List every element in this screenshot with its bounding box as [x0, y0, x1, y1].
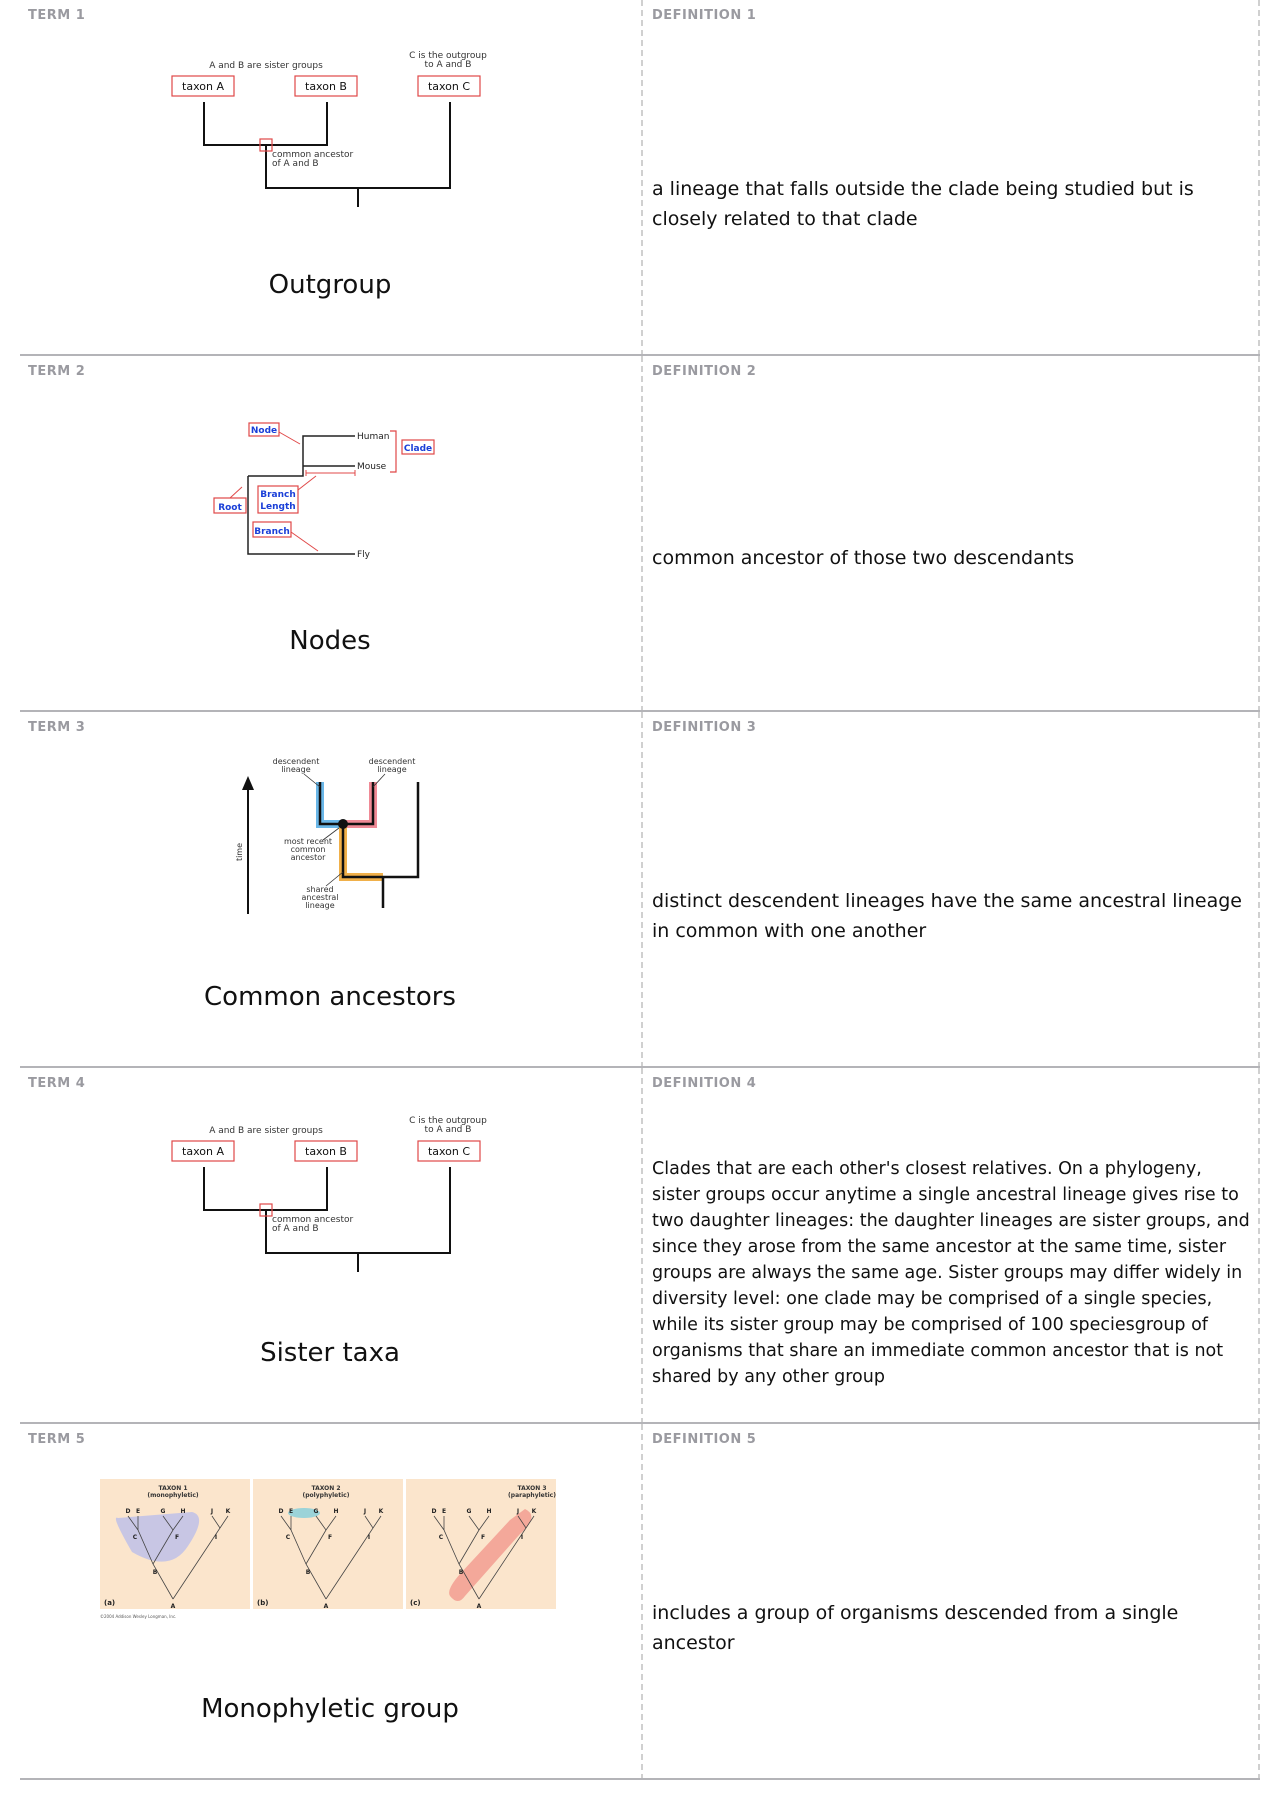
node-g: G: [160, 1508, 166, 1515]
copyright-text: ©2004 Addison Wesley Longman, Inc.: [100, 1614, 177, 1619]
definition-label: DEFINITION 3: [652, 720, 757, 735]
taxon-b-label: taxon B: [305, 1145, 347, 1158]
term-label: TERM 4: [28, 1076, 86, 1091]
mouse-label: Mouse: [357, 462, 387, 472]
taxon-b-label: taxon B: [305, 80, 347, 93]
mrca-1: most recent: [283, 837, 333, 846]
node-c: C: [132, 1534, 138, 1541]
outgroup-caption-2: to A and B: [424, 1125, 472, 1135]
svg-text:G: G: [313, 1508, 319, 1515]
nodes-diagram: [20, 356, 640, 586]
taxon-a-label: taxon A: [182, 1145, 224, 1158]
definition-text: a lineage that falls outside the clade being studied but is closely related to that clade: [652, 178, 1194, 230]
svg-text:A: A: [323, 1603, 329, 1610]
ancestor-caption-1: common ancestor: [272, 1215, 354, 1225]
svg-text:B: B: [458, 1569, 464, 1576]
node-f: F: [174, 1534, 180, 1541]
mrca-3: ancestor: [290, 853, 326, 862]
branch-label: Branch: [254, 527, 290, 537]
flashcard-3: [20, 712, 1260, 1068]
sister-taxa-diagram: [20, 1068, 640, 1298]
term-text: Nodes: [289, 626, 371, 656]
definition-label: DEFINITION 2: [652, 364, 757, 379]
common-ancestors-diagram: [20, 712, 640, 942]
shared-2: ancestral: [301, 893, 339, 902]
phyletic-groups-diagram: [20, 1424, 640, 1654]
definition-label: DEFINITION 4: [652, 1076, 757, 1091]
taxon-c-label: taxon C: [427, 1145, 471, 1158]
panel-c-label: (c): [410, 1599, 421, 1607]
ancestor-caption-1: common ancestor: [272, 150, 354, 160]
svg-text:D: D: [431, 1508, 437, 1515]
term-label: TERM 5: [28, 1432, 86, 1447]
outgroup-diagram: [20, 0, 640, 230]
ancestor-caption-2: of A and B: [272, 159, 319, 169]
outgroup-caption-1: C is the outgroup: [409, 1116, 487, 1126]
svg-text:C: C: [438, 1534, 444, 1541]
descendent-2b: lineage: [377, 765, 407, 774]
svg-text:G: G: [466, 1508, 472, 1515]
svg-text:D: D: [278, 1508, 284, 1515]
node-b: B: [152, 1569, 158, 1576]
definition-text: Clades that are each other's closest relatives. On a phylogeny, sister groups occur anytime a single ancestral lineage gives rise to two daughter lineages: the daughter lineages are sister groups, and since they arose from the same ancestor at the same time, sister groups are always the same age. Sister groups may differ widely in diversity level: one clade may be comprised of a single species, while its sister group may be comprised of 100 speciesgroup of organisms that share an immediate common ancestor that is not shared by any other group: [652, 1159, 1250, 1387]
svg-text:E: E: [441, 1508, 447, 1515]
flashcard-2: [20, 356, 1260, 712]
node-label: Node: [250, 426, 278, 436]
node-d: D: [125, 1508, 131, 1515]
svg-text:H: H: [486, 1508, 492, 1515]
panel-b-label: (b): [257, 1599, 269, 1607]
term-label: TERM 3: [28, 720, 86, 735]
descendent-1a: descendent: [272, 757, 320, 766]
term-text: Outgroup: [268, 270, 392, 300]
term-label: TERM 1: [28, 8, 86, 23]
panel-a-label: (a): [104, 1599, 116, 1607]
svg-text:A: A: [476, 1603, 482, 1610]
definition-label: DEFINITION 1: [652, 8, 757, 23]
svg-text:F: F: [327, 1534, 333, 1541]
svg-text:J: J: [516, 1508, 520, 1515]
clade-label: Clade: [403, 444, 433, 454]
node-j: J: [210, 1508, 214, 1515]
definition-label: DEFINITION 5: [652, 1432, 757, 1447]
svg-text:B: B: [305, 1569, 311, 1576]
definition-text: distinct descendent lineages have the same ancestral lineage in common with one another: [652, 890, 1242, 942]
node-a: A: [170, 1603, 176, 1610]
shared-3: lineage: [305, 901, 335, 910]
sister-caption: A and B are sister groups: [209, 61, 323, 71]
descendent-1b: lineage: [281, 765, 311, 774]
taxon-c-label: taxon C: [427, 80, 471, 93]
fly-label: Fly: [357, 550, 371, 560]
outgroup-caption-2: to A and B: [424, 60, 472, 70]
taxon3-title: TAXON 3: [517, 1485, 547, 1492]
ancestor-caption-2: of A and B: [272, 1224, 319, 1234]
term-text: Common ancestors: [204, 982, 456, 1012]
node-k: K: [225, 1508, 231, 1515]
svg-text:I: I: [520, 1534, 524, 1541]
taxon2-sub: (polyphyletic): [302, 1492, 350, 1499]
descendent-2a: descendent: [368, 757, 416, 766]
node-h: H: [180, 1508, 186, 1515]
definition-text: common ancestor of those two descendants: [652, 547, 1075, 569]
svg-text:K: K: [531, 1508, 537, 1515]
flashcard-5: [20, 1424, 1260, 1780]
term-label: TERM 2: [28, 364, 86, 379]
outgroup-caption-1: C is the outgroup: [409, 51, 487, 61]
term-text: Sister taxa: [260, 1338, 400, 1368]
node-e: E: [135, 1508, 141, 1515]
taxon1-title: TAXON 1: [158, 1485, 188, 1492]
svg-text:K: K: [378, 1508, 384, 1515]
sister-caption: A and B are sister groups: [209, 1126, 323, 1136]
flashcard-1: [20, 0, 1260, 356]
node-i: I: [214, 1534, 218, 1541]
time-label: time: [235, 842, 244, 862]
svg-text:F: F: [480, 1534, 486, 1541]
taxon-a-label: taxon A: [182, 80, 224, 93]
definition-text: includes a group of organisms descended from a single ancestor: [652, 1602, 1179, 1654]
term-text: Monophyletic group: [201, 1694, 459, 1724]
svg-text:C: C: [285, 1534, 291, 1541]
root-label: Root: [218, 503, 242, 513]
branch-length-label-1: Branch: [260, 490, 296, 500]
taxon2-title: TAXON 2: [311, 1485, 341, 1492]
svg-text:J: J: [363, 1508, 367, 1515]
branch-length-label-2: Length: [260, 502, 296, 512]
mrca-2: common: [290, 845, 326, 854]
taxon3-sub: (paraphyletic): [508, 1492, 556, 1499]
flashcard-4: [20, 1068, 1260, 1424]
shared-1: shared: [306, 885, 334, 894]
svg-text:I: I: [367, 1534, 371, 1541]
human-label: Human: [357, 432, 390, 442]
svg-text:H: H: [333, 1508, 339, 1515]
svg-text:E: E: [288, 1508, 294, 1515]
taxon1-sub: (monophyletic): [147, 1492, 199, 1499]
